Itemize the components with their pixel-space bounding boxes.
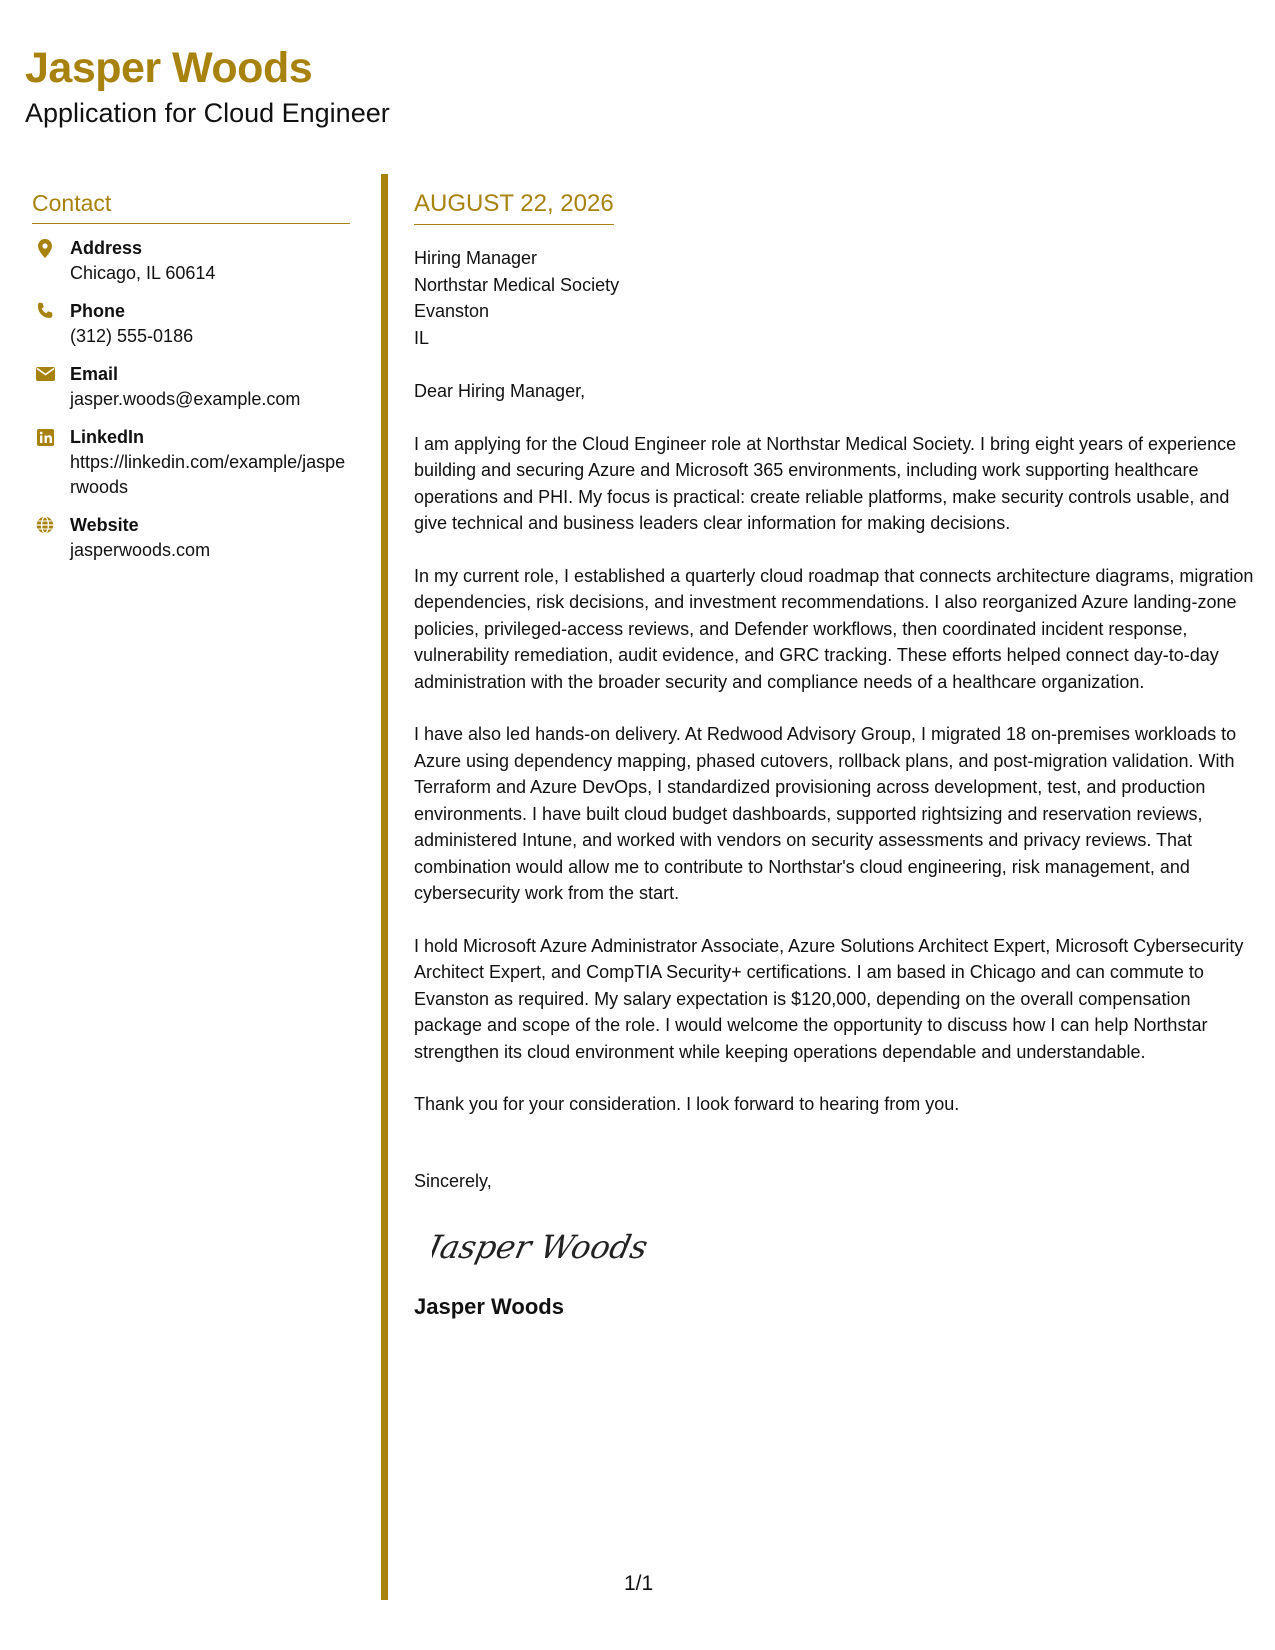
contact-label: Address (70, 238, 143, 258)
application-subtitle: Application for Cloud Engineer (25, 98, 390, 128)
contact-item-email (32, 362, 350, 412)
contact-item-address (32, 236, 350, 286)
signature-text: Jasper Woods (432, 1227, 652, 1266)
contact-item-linkedin (32, 425, 350, 500)
recipient-line: Hiring Manager (414, 248, 538, 268)
body-paragraph: I am applying for the Cloud Engineer role at Northstar Medical Society. I bring eight years of experience building and securing Azure and Microsoft 365 environments, including work supporting healthcare operations and PHI. My focus is practical: create reliable platforms, make security controls usable, and give technical and business leaders clear information for making decisions. (414, 433, 1237, 533)
contact-sidebar (32, 190, 350, 576)
contact-list (32, 236, 350, 563)
globe-icon (35, 515, 55, 535)
linkedin-icon (35, 427, 55, 447)
applicant-name: Jasper Woods (25, 44, 313, 92)
contact-label: Website (70, 515, 139, 535)
website-value[interactable]: jasperwoods.com (70, 540, 211, 560)
body-paragraph: Thank you for your consideration. I look forward to hearing from you. (414, 1094, 960, 1114)
closing: Sincerely, (414, 1170, 492, 1191)
body-paragraph: I have also led hands-on delivery. At Redwood Advisory Group, I migrated 18 on-premises workloads to Azure using dependency mapping, phased cutovers, rollback plans, and post-migration validation. With Terraform and Azure DevOps, I standardized provisioning across development, test, and production environments. I have built cloud budget dashboards, supported rightsizing and reservation reviews, administered Intune, and worked with vendors on security assessments and privacy reviews. That combination would allow me to contribute to Northstar's cloud engineering, risk management, and cybersecurity work from the start. (414, 724, 1237, 903)
contact-label: Email (70, 364, 119, 384)
recipient-line: Evanston (414, 301, 490, 321)
letter-date: AUGUST 22, 2026 (414, 190, 614, 217)
contact-item-phone (32, 299, 350, 349)
contact-item-website (32, 513, 350, 563)
email-value[interactable]: jasper.woods@example.com (70, 389, 301, 409)
phone-icon (35, 301, 55, 321)
salutation: Dear Hiring Manager, (414, 381, 586, 401)
vertical-divider (381, 174, 388, 1600)
recipient-line: Northstar Medical Society (414, 274, 620, 295)
body-paragraph: I hold Microsoft Azure Administrator Associate, Azure Solutions Architect Expert, Microsoft Cybersecurity Architect Expert, and CompTIA Security+ certifications. I am based in Chicago and can commute to Evanston as required. My salary expectation is $120,000, depending on the overall compensation package and scope of the role. I would welcome the opportunity to discuss how I can help Northstar strengthen its cloud environment while keeping operations dependable and understandable. (414, 935, 1244, 1062)
recipient-block (414, 245, 1254, 351)
handwritten-signature (432, 1218, 1254, 1278)
contact-label: LinkedIn (70, 427, 145, 447)
page-number: 1/1 (624, 1572, 654, 1595)
contact-label: Phone (70, 301, 126, 321)
envelope-icon (35, 364, 55, 384)
contact-heading: Contact (32, 190, 350, 224)
phone-value: (312) 555-0186 (70, 326, 194, 346)
body-paragraph: In my current role, I established a quarterly cloud roadmap that connects architecture diagrams, migration dependencies, risk decisions, and investment recommendations. I also reorganized Azure landing-zone policies, privileged-access reviews, and Defender workflows, then coordinated incident response, vulnerability remediation, audit evidence, and GRC tracking. These efforts helped connect day-to-day administration with the broader security and compliance needs of a healthcare organization. (414, 565, 1254, 692)
date-block (414, 190, 614, 225)
letter-body (414, 190, 1254, 1320)
recipient-line: IL (414, 327, 430, 348)
map-pin-icon (35, 238, 55, 258)
signer-name: Jasper Woods (414, 1293, 564, 1319)
address-value: Chicago, IL 60614 (70, 263, 216, 283)
linkedin-value[interactable]: https://linkedin.com/example/jasperwoods (70, 452, 346, 497)
